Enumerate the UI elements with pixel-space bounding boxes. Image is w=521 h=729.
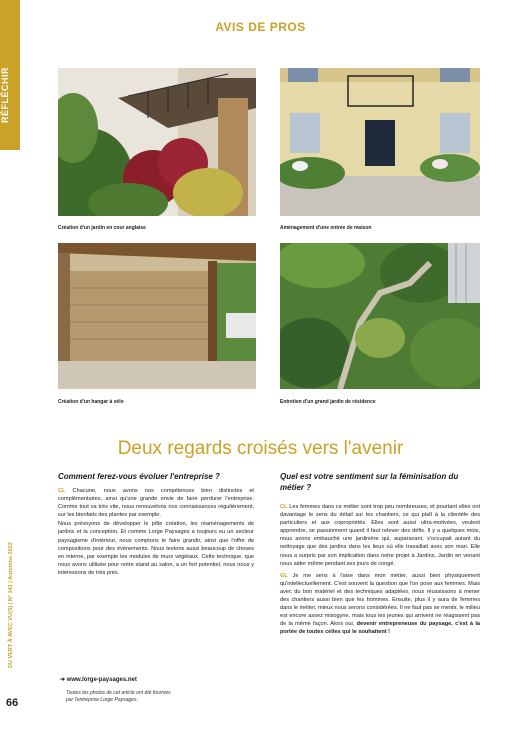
photo-house-entrance xyxy=(280,68,480,216)
right-paragraph-2-text: Je me sens à l'aise dans mon métier, aussi bien physiquement qu'intellectuellement. C'est souvent la question que l'on pose aux femmes. Mais avec du bon matériel et des techniques adaptées, nous réussissons à mener des chantiers aussi bien que les hommes. Ensuite, plus il y aura de femmes dans le métier, mieux nous serons considérées. Il ne faut pas se mentir, le milieu est encore assez misogyne, mais tous les jeunes qui arrivent ne réagissent pas de la même façon. Alors oui, xyxy=(280,572,480,628)
photo-credit-note xyxy=(66,690,171,704)
photo-credit-line-1: Toutes les photos de cet article ont été fournies xyxy=(66,690,171,696)
photo-house-entrance-image xyxy=(280,68,480,216)
photo-courtyard-garden-image xyxy=(58,68,256,216)
left-column-text xyxy=(58,487,254,578)
section-title: Deux regards croisés vers l'avenir xyxy=(117,438,404,459)
left-question: Comment ferez-vous évoluer l'entreprise ? xyxy=(58,472,220,481)
right-paragraph-2-emphasis: devenir entrepreneuse du paysage, c'est à la portée de toutes celles qui le souhaitent ! xyxy=(280,621,480,636)
left-paragraph-1 xyxy=(58,487,254,519)
right-paragraph-2 xyxy=(280,572,480,637)
page-number: 66 xyxy=(6,697,19,709)
photo-residence-garden xyxy=(280,243,480,389)
photo-bike-shed-image xyxy=(58,243,256,389)
left-paragraph-1-text: Chacune, nous avons nos compétences bien distinctes et complémentaires, ainsi qu'une grande envie de faire perdurer l'entreprise. Comme tout va très vite, nous renouvelons nos connaissances régulièrement, sur les bienfaits des plantes par exemple. xyxy=(58,488,254,519)
photo-caption: Création d'un jardin en cour anglaise xyxy=(58,225,146,231)
right-column-text xyxy=(280,503,480,638)
photo-bike-shed xyxy=(58,243,256,389)
photo-caption: Création d'un hangar à vélo xyxy=(58,399,124,405)
speaker-tag: GL xyxy=(280,572,288,579)
right-question: Quel est votre sentiment sur la féminisation du métier ? xyxy=(280,472,459,492)
page-header-title: AVIS DE PROS xyxy=(215,20,306,34)
speaker-tag: CL xyxy=(58,488,66,494)
right-paragraph-1 xyxy=(280,503,480,568)
right-paragraph-1-text: Les femmes dans ce métier sont trop peu nombreuses, et pourtant elles ont davantage le sens du détail sur les chantiers, ce qui plaît à la clientèle des particuliers et aux copropriétés. Elles sont aussi ultra-motivées, veulent apprendre, se passionnent quand il faut relever des défis. Il y a quelques mois, nous avons embauché une jardinière qui, auparavant, s'occupait autant du nettoyage que des jardins dans les lieux où elle travaillait avec son mari. Elle nous a surpris par son implication dans notre projet à Jardins, Jardin en venant nous aider même pendant ses jours de congé. xyxy=(280,504,480,567)
section-tab-label: RÉFLÉCHIR xyxy=(0,67,10,123)
publication-info: DU VERT À AVEC VU(S) | N° 341 | Automne 2022 xyxy=(8,542,14,668)
website-link[interactable]: ➜ www.lorge-paysages.net xyxy=(60,677,137,683)
photo-caption: Entretien d'un grand jardin de résidence xyxy=(280,399,376,405)
left-paragraph-2: Nous prévoyons de développer le pôle création, les réaménagements de jardins et la conception. Et comme Lorge Paysages a toujours eu un secteur paysagisme d'intérieur, nous comptons le faire grandir, ainsi que l'offre de compositions pour des événements. Nous testons aussi beaucoup de choses en interne, par exemple les modules de murs végétaux. Cette technique, que nous avons utilisée pour notre stand au salon, a un fort potentiel, nous nous y intéressons de très près. xyxy=(58,521,254,576)
photo-caption: Aménagement d'une entrée de maison xyxy=(280,225,372,231)
photo-residence-garden-image xyxy=(280,243,480,389)
photo-credit-line-2: par l'entreprise Lorge Paysages. xyxy=(66,697,138,703)
speaker-tag: CL xyxy=(280,504,288,510)
photo-courtyard-garden xyxy=(58,68,256,216)
